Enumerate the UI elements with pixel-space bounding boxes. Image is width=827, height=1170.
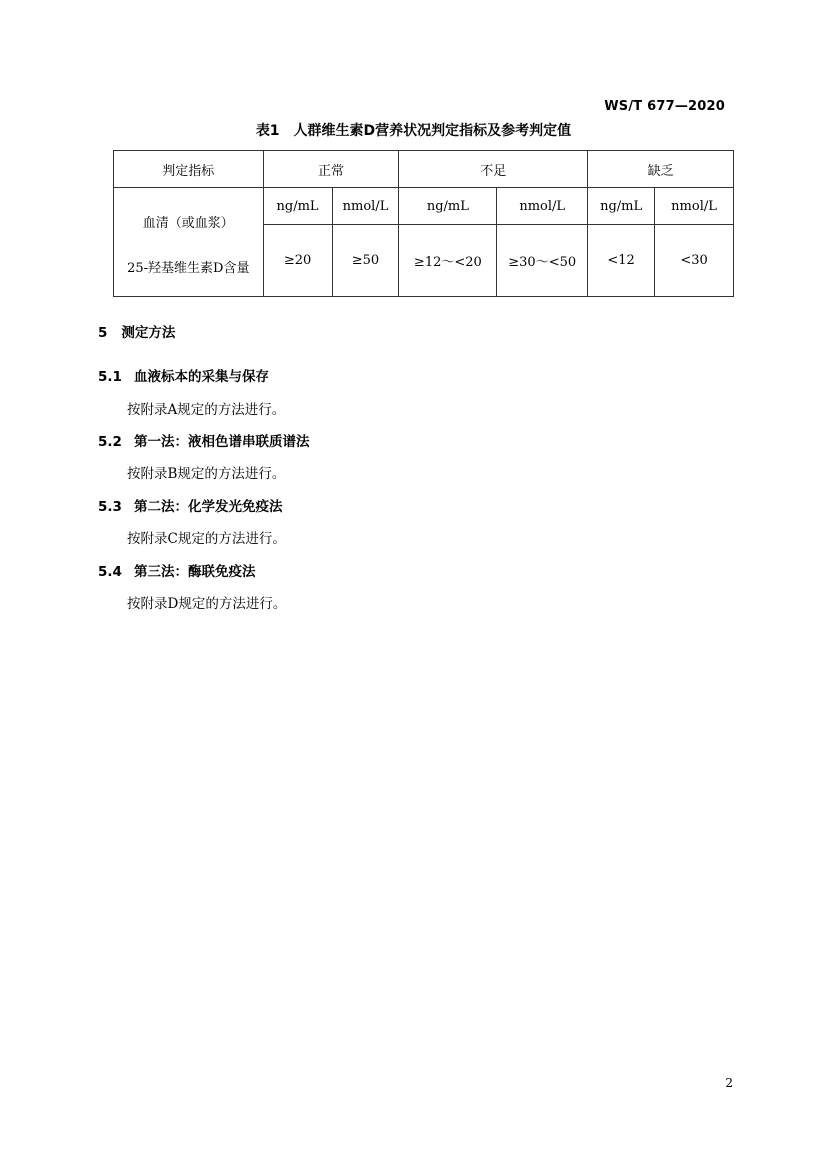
- subsection-heading: [98, 365, 269, 385]
- header-normal: 正常: [263, 151, 399, 188]
- subsection-title: 第一法：液相色谱串联质谱法: [134, 434, 310, 450]
- subsection-paragraph: 按附录B规定的方法进行。: [127, 466, 286, 482]
- row-label-cell: [114, 188, 264, 297]
- subsection-number: 5.3: [98, 499, 122, 515]
- subsection-number: 5.1: [98, 369, 122, 385]
- unit-cell: nmol/L: [332, 188, 399, 225]
- value-cell: ≥50: [332, 225, 399, 297]
- subsection-title: 第二法：化学发光免疫法: [134, 499, 283, 515]
- subsection-paragraph: 按附录A规定的方法进行。: [127, 402, 286, 418]
- subsection-title: 血液标本的采集与保存: [134, 369, 269, 385]
- subsection-number: 5.4: [98, 564, 122, 580]
- standard-code: WS/T 677—2020: [604, 99, 725, 114]
- value-cell: ≥20: [263, 225, 332, 297]
- value-cell: <12: [588, 225, 655, 297]
- section-title: 测定方法: [121, 325, 176, 341]
- table-units-row: [114, 188, 734, 225]
- subsection-heading: [98, 430, 310, 450]
- unit-cell: nmol/L: [497, 188, 588, 225]
- row-label-line1: 血清（或血浆）: [142, 216, 234, 231]
- section-number: 5: [98, 325, 108, 341]
- header-indicator: 判定指标: [114, 151, 264, 188]
- row-label-line2: 25-羟基维生素D含量: [127, 261, 250, 276]
- header-insufficient: 不足: [399, 151, 588, 188]
- subsection-number: 5.2: [98, 434, 122, 450]
- subsection-paragraph: 按附录C规定的方法进行。: [127, 531, 286, 547]
- unit-cell: nmol/L: [655, 188, 734, 225]
- section-5-heading: [98, 321, 175, 341]
- value-cell: ≥12～<20: [399, 225, 497, 297]
- table-caption: 表1 人群维生素D营养状况判定指标及参考判定值: [255, 123, 572, 139]
- unit-cell: ng/mL: [588, 188, 655, 225]
- indicator-table: [113, 150, 734, 297]
- subsection-heading: [98, 560, 256, 580]
- subsection-paragraph: 按附录D规定的方法进行。: [127, 596, 287, 612]
- table-header-row: [114, 151, 734, 188]
- value-cell: ≥30～<50: [497, 225, 588, 297]
- header-deficient: 缺乏: [588, 151, 734, 188]
- unit-cell: ng/mL: [399, 188, 497, 225]
- subsection-heading: [98, 495, 283, 515]
- unit-cell: ng/mL: [263, 188, 332, 225]
- value-cell: <30: [655, 225, 734, 297]
- subsection-title: 第三法：酶联免疫法: [134, 564, 256, 580]
- page-number: 2: [725, 1076, 733, 1090]
